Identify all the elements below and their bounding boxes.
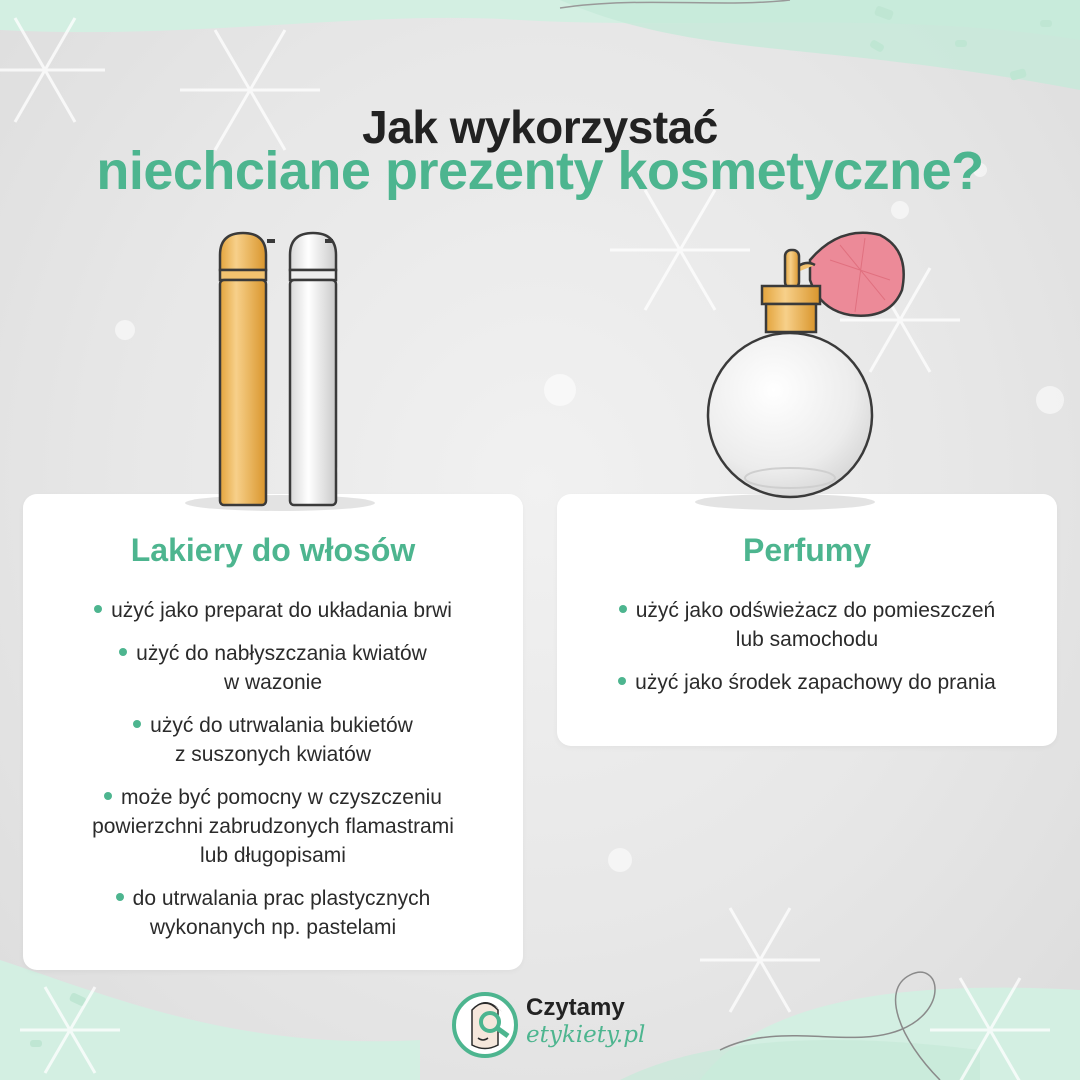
list-item: użyć do utrwalania bukietów z suszonych kwiatów [53, 711, 493, 769]
perfume-tips-list [557, 596, 1057, 711]
perfume-atomizer-icon [690, 220, 930, 510]
page-title-line1: Jak wykorzystać [362, 101, 718, 153]
perfume-card [557, 494, 1057, 746]
list-item: użyć jako odświeżacz do pomieszczeń lub samochodu [587, 596, 1027, 654]
hairspray-card-title: Lakiery do włosów [130, 532, 416, 568]
hairspray-tips-list [23, 596, 523, 956]
magnifier-face-logo-icon [450, 990, 520, 1060]
hairspray-cans-icon [180, 225, 380, 515]
list-item: użyć jako środek zapachowy do prania [587, 668, 1027, 697]
list-item: może być pomocny w czyszczeniu powierzchni zabrudzonych flamastrami lub długopisami [53, 783, 493, 870]
logo-text-etykiety: etykiety.pl [526, 1022, 646, 1048]
hairspray-card [23, 494, 523, 970]
list-item: użyć do nabłyszczania kwiatów w wazonie [53, 639, 493, 697]
list-item: do utrwalania prac plastycznych wykonanych np. pastelami [53, 884, 493, 942]
perfume-card-title: Perfumy [742, 532, 872, 568]
logo-text-czytamy: Czytamy [526, 994, 625, 1021]
list-item: użyć jako preparat do układania brwi [53, 596, 493, 625]
brand-logo[interactable] [450, 990, 650, 1060]
page-title-line2: niechciane prezenty kosmetyczne? [96, 141, 984, 201]
